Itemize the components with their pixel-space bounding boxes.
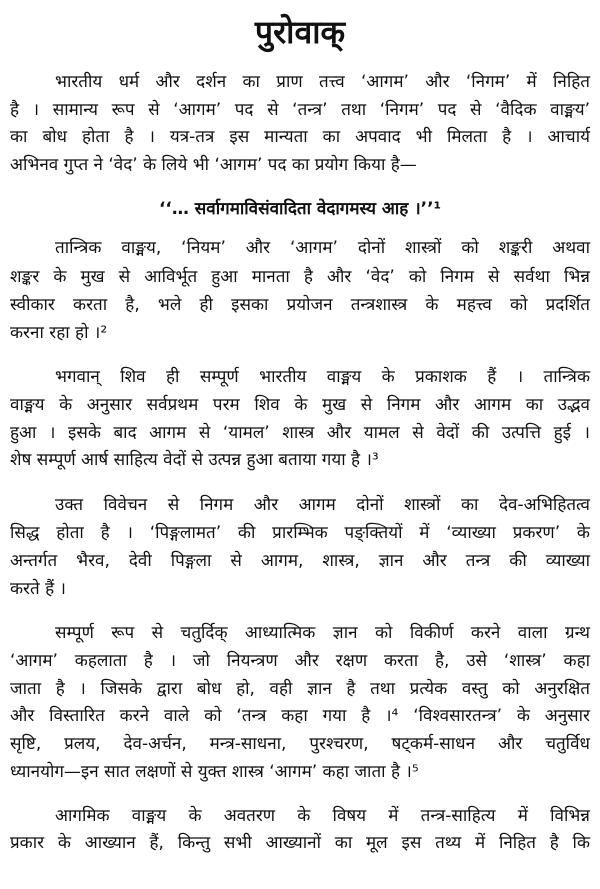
text-line: ध्यानयोग—इन सात लक्षणों से युक्त शास्त्र ‘आगम’ कहा जाता है ।⁵ bbox=[10, 762, 419, 782]
text-line: आगमिक वाङ्मय के अवतरण के विषय में तन्त्र-साहित्य में विभिन्न bbox=[55, 806, 590, 826]
text-line: का बोध होता है । यत्र-तत्र इस मान्यता का अपवाद भी मिलता है । आचार्य bbox=[10, 127, 590, 147]
text-line: उक्त विवेचन से निगम और आगम दोनों शास्त्रों का देव-अभिहितत्व bbox=[55, 495, 590, 515]
text-line: स्वीकार करता है, भले ही इसका प्रयोजन तन्त्रशास्त्र के महत्त्व को प्रदर्शित bbox=[10, 295, 590, 315]
text-line: और विस्तारित करने वाले को ‘तन्त्र कहा गया है ।⁴ ‘विश्वसारतन्त्र’ के अनुसार bbox=[10, 706, 590, 726]
text-line: तान्त्रिक वाङ्मय, ‘नियम’ और ‘आगम’ दोनों शास्त्रों को शङ्करी अथवा bbox=[55, 238, 590, 258]
text-line: जाता है । जिसके द्वारा बोध हो, वही ज्ञान है तथा प्रत्येक वस्तु को अनुरक्षित bbox=[10, 679, 590, 699]
text-line: सम्पूर्ण रूप से चतुर्दिक् आध्यात्मिक ज्ञान को विकीर्ण करने वाला ग्रन्थ bbox=[55, 623, 590, 643]
text-line: ‘आगम’ कहलाता है । जो नियन्त्रण और रक्षण करता है, उसे ‘शास्त्र’ कहा bbox=[10, 651, 590, 671]
text-line: शङ्कर के मुख से आविर्भूत हुआ मानता है और ‘वेद’ को निगम से सर्वथा भिन्न bbox=[10, 267, 590, 287]
text-line: अन्तर्गत भैरव, देवी पिङ्गला से आगम, शास्त्र, ज्ञान और तन्त्र की व्याख्या bbox=[10, 551, 590, 571]
text-line: करना रहा हो ।² bbox=[10, 323, 108, 343]
text-line: भगवान् शिव ही सम्पूर्ण भारतीय वाङ्मय के प्रकाशक हैं । तान्त्रिक bbox=[55, 367, 590, 387]
block-quote: ‘‘… सर्वागमाविसंवादिता वेदागमस्य आह ।’’¹ bbox=[158, 199, 442, 219]
text-line: शेष सम्पूर्ण आर्ष साहित्य वेदों से उत्पन्न हुआ बताया गया है ।³ bbox=[10, 450, 379, 470]
text-line: वाङ्मय के अनुसार सर्वप्रथम परम शिव के मुख से निगम और आगम का उद्भव bbox=[10, 395, 590, 415]
text-line: सिद्ध होता है । ‘पिङ्गलामत’ की प्रारम्भिक पङ्क्तियों में ‘व्याख्या प्रकरण’ के bbox=[10, 523, 590, 543]
page-title: पुरोवाक् bbox=[254, 13, 346, 51]
text-line: करते हैं । bbox=[10, 579, 66, 599]
text-line: है । सामान्य रूप से ‘आगम’ पद से ‘तन्त्र’ तथा ‘निगम’ पद से ‘वैदिक वाङ्मय’ bbox=[10, 100, 590, 120]
text-line: हुआ । इसके बाद आगम से ‘यामल’ शास्त्र और यामल से वेदों की उत्पत्ति हुई । bbox=[10, 423, 590, 443]
text-line: अभिनव गुप्त ने ‘वेद’ के लिये भी ‘आगम’ पद का प्रयोग किया है— bbox=[10, 155, 417, 175]
text-line: भारतीय धर्म और दर्शन का प्राण तत्त्व ‘आगम’ और ‘निगम’ में निहित bbox=[55, 72, 590, 92]
text-line: प्रकार के आख्यान हैं, किन्तु सभी आख्यानों का मूल इस तथ्य में निहित है कि bbox=[10, 833, 590, 853]
text-line: सृष्टि, प्रलय, देव-अर्चन, मन्त्र-साधना, पुरश्चरण, षट्कर्म-साधन और चतुर्विध bbox=[10, 734, 590, 754]
